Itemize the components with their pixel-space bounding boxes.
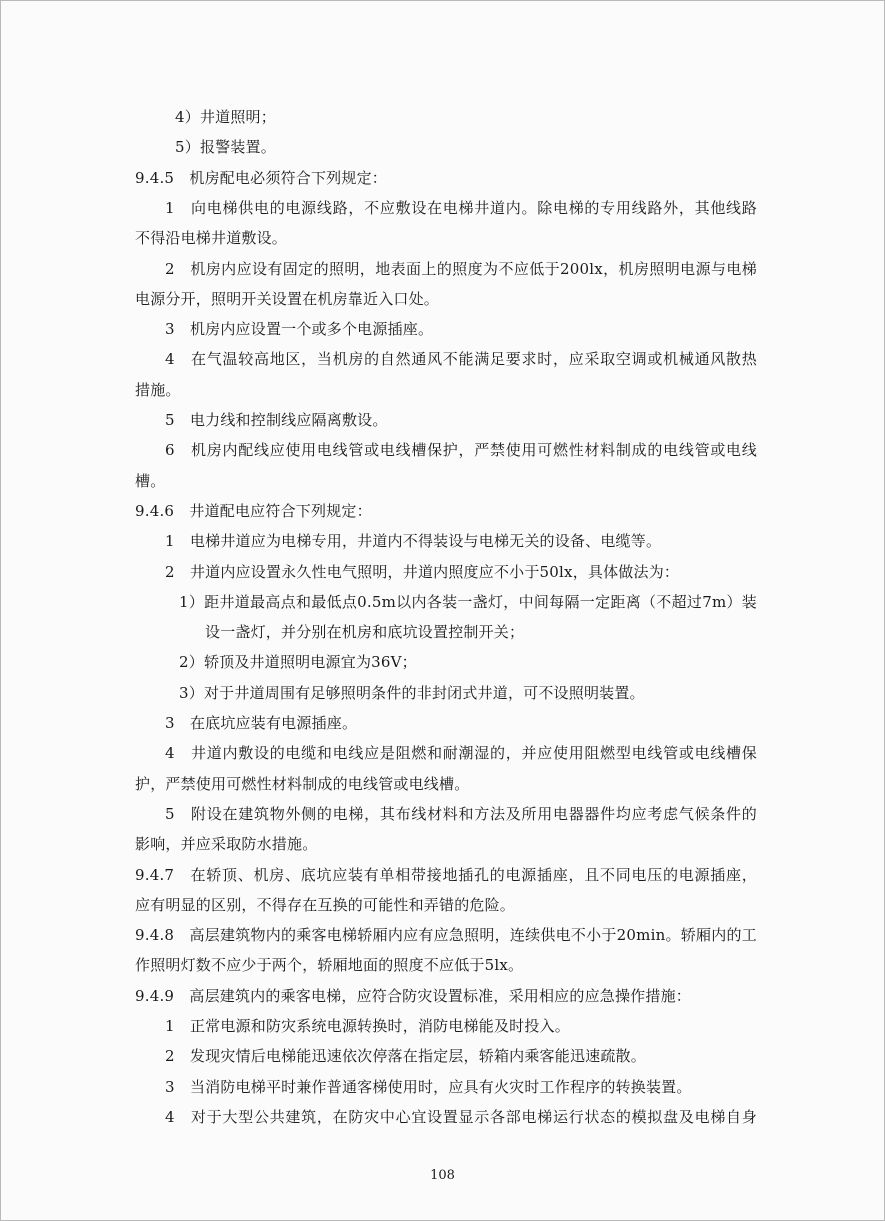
text-line: 2 发现灾情后电梯能迅速依次停落在指定层，轿箱内乘客能迅速疏散。 — [165, 1047, 646, 1066]
text-line: 9.4.6 井道配电应符合下列规定： — [135, 501, 372, 520]
text-line: 1）距井道最高点和最低点0.5m以内各装一盏灯，中间每隔一定距离（不超过7m）装 — [179, 592, 757, 611]
text-line: 5）报警装置。 — [175, 138, 276, 157]
text-line: 5 电力线和控制线应隔离敷设。 — [165, 411, 388, 429]
text-line: 9.4.5 机房配电必须符合下列规定： — [135, 168, 387, 187]
text-line: 3 在底坑应装有电源插座。 — [165, 714, 358, 732]
text-line: 1 正常电源和防灾系统电源转换时，消防电梯能及时投入。 — [165, 1017, 570, 1035]
text-line: 9.4.8 高层建筑物内的乘客电梯轿厢内应有应急照明，连续供电不小于20min。轿厢内的工 — [135, 926, 757, 945]
text-line: 9.4.7 在轿顶、机房、底坑应装有单相带接地插孔的电源插座，且不同电压的电源插座， — [135, 865, 757, 884]
text-line: 4 在气温较高地区，当机房的自然通风不能满足要求时，应采取空调或机械通风散热 — [165, 350, 757, 369]
text-line: 2）轿顶及井道照明电源宜为36V； — [179, 653, 417, 672]
text-line: 应有明显的区别，不得存在互换的可能性和弄错的危险。 — [135, 895, 516, 914]
text-line: 护，严禁使用可燃性材料制成的电线管或电线槽。 — [135, 774, 470, 793]
text-line: 不得沿电梯井道敷设。 — [135, 229, 288, 248]
text-line: 设一盏灯，并分别在机房和底坑设置控制开关； — [205, 623, 525, 642]
text-line: 3）对于井道周围有足够照明条件的非封闭式井道，可不设照明装置。 — [179, 683, 645, 702]
text-line: 6 机房内配线应使用电线管或电线槽保护，严禁使用可燃性材料制成的电线管或电线 — [165, 441, 757, 460]
text-line: 4 对于大型公共建筑，在防灾中心宜设置显示各部电梯运行状态的模拟盘及电梯自身 — [165, 1107, 757, 1126]
text-line: 槽。 — [135, 471, 166, 490]
text-line: 影响，并应采取防水措施。 — [135, 835, 318, 854]
text-line: 5 附设在建筑物外侧的电梯，其布线材料和方法及所用电器器件均应考虑气候条件的 — [165, 804, 757, 823]
text-line: 电源分开，照明开关设置在机房靠近入口处。 — [135, 289, 440, 308]
text-line: 3 当消防电梯平时兼作普通客梯使用时，应具有火灾时工作程序的转换装置。 — [165, 1077, 692, 1096]
text-line: 4 井道内敷设的电缆和电线应是阻燃和耐潮湿的，并应使用阻燃型电线管或电线槽保 — [165, 744, 757, 763]
text-line: 4）井道照明； — [175, 108, 276, 126]
text-line: 2 机房内应设有固定的照明，地表面上的照度为不应低于200lx，机房照明电源与电梯 — [165, 259, 757, 278]
text-line: 3 机房内应设置一个或多个电源插座。 — [165, 320, 434, 339]
text-line: 2 井道内应设置永久性电气照明，井道内照度应不小于50lx，具体做法为： — [165, 562, 680, 581]
page-number: 108 — [430, 1168, 455, 1183]
text-line: 1 向电梯供电的电源线路，不应敷设在电梯井道内。除电梯的专用线路外，其他线路 — [165, 198, 757, 217]
text-line: 1 电梯井道应为电梯专用，井道内不得装设与电梯无关的设备、电缆等。 — [165, 532, 662, 551]
text-line: 作照明灯数不应少于两个，轿厢地面的照度不应低于5lx。 — [135, 956, 524, 975]
text-line: 措施。 — [135, 380, 181, 399]
text-line: 9.4.9 高层建筑内的乘客电梯，应符合防灾设置标准，采用相应的应急操作措施： — [135, 986, 691, 1005]
